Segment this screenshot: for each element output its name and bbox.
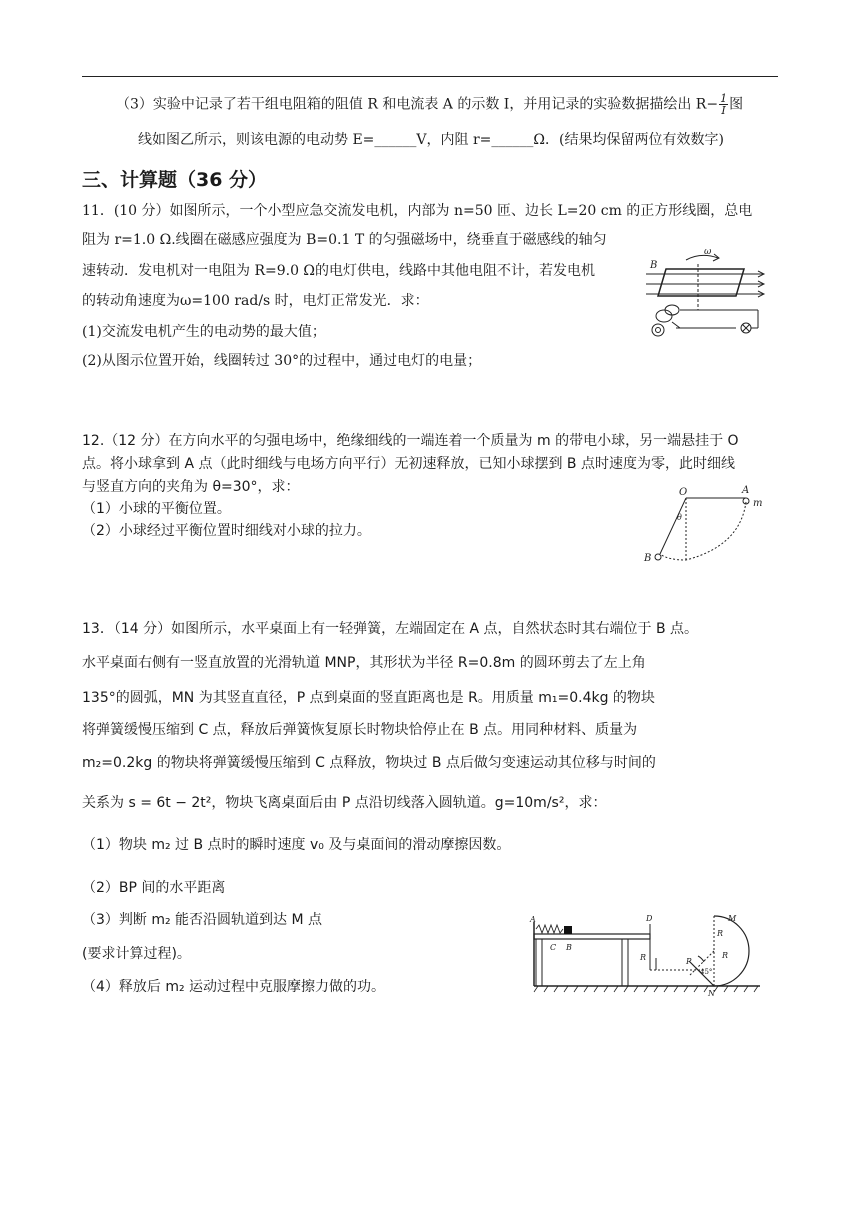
q11-line5: (1)交流发电机产生的电动势的最大值； bbox=[82, 324, 326, 340]
q12-fig-label-b: B bbox=[644, 553, 652, 564]
q11-line6: (2)从图示位置开始，线圈转过 30°的过程中，通过电灯的电量； bbox=[82, 353, 482, 369]
q12-pendulum-figure bbox=[636, 484, 770, 568]
q13-line6: 关系为 s = 6t − 2t²，物块飞离桌面后由 P 点沿切线落入圆轨道。g=10m/s²，求： bbox=[82, 795, 607, 811]
q10-part3-line1: （3）实验中记录了若干组电阻箱的阻值 R 和电流表 A 的示数 I，并用记录的实验数据描绘出 R− $\frac{1}{I}$ 图 bbox=[116, 92, 744, 117]
q12-fig-label-m: m bbox=[753, 498, 763, 509]
section-heading: 三、计算题（36 分） bbox=[82, 169, 268, 191]
q13-fig-label-n: N bbox=[708, 989, 715, 998]
q13-fig-label-angle: 45° bbox=[700, 968, 713, 976]
q13-line4: 将弹簧缓慢压缩到 C 点，释放后弹簧恢复原长时物块恰停止在 B 点。用同种材料、质量为 bbox=[82, 722, 638, 738]
q13-line2: 水平桌面右侧有一竖直放置的光滑轨道 MNP，其形状为半径 R=0.8m 的圆环剪去了左上角 bbox=[82, 655, 646, 671]
q13-line5: m₂=0.2kg 的物块将弹簧缓慢压缩到 C 点释放，物块过 B 点后做匀变速运动其位移与时间的 bbox=[82, 755, 656, 771]
q13-fig-label-m: M bbox=[728, 914, 737, 923]
q13-fig-label-a: A bbox=[530, 915, 536, 924]
q11-generator-figure bbox=[636, 244, 770, 344]
q13-fig-label-p: P bbox=[686, 957, 692, 966]
q13-fig-label-r3: R bbox=[722, 951, 729, 960]
q12-line2: 点。将小球拿到 A 点（此时细线与电场方向平行）无初速释放，已知小球摆到 B 点时速度为零，此时细线 bbox=[82, 456, 735, 472]
q13-track-figure bbox=[528, 912, 764, 998]
q13-line10: (要求计算过程)。 bbox=[82, 946, 191, 962]
q13-line3: 135°的圆弧，MN 为其竖直直径，P 点到桌面的竖直距离也是 R。用质量 m₁=0.4kg 的物块 bbox=[82, 690, 655, 706]
q13-fig-label-r2: R bbox=[717, 929, 724, 938]
q13-fig-label-r1: R bbox=[640, 953, 647, 962]
q12-line5: （2）小球经过平衡位置时细线对小球的拉力。 bbox=[82, 523, 371, 539]
fraction-1-over-I: $\frac{1}{I}$ bbox=[720, 92, 728, 117]
q12-line3: 与竖直方向的夹角为 θ=30°，求： bbox=[82, 479, 300, 495]
q13-line11: （4）释放后 m₂ 运动过程中克服摩擦力做的功。 bbox=[82, 979, 386, 995]
q12-fig-label-o: O bbox=[679, 487, 688, 498]
q13-fig-label-d: D bbox=[646, 914, 653, 923]
q11-line1: 11．(10 分）如图所示，一个小型应急交流发电机，内部为 n=50 匝、边长 L=20 cm 的正方形线圈，总电 bbox=[82, 203, 753, 219]
q13-fig-label-b: B bbox=[566, 943, 572, 952]
q11-fig-label-b: B bbox=[650, 260, 658, 271]
q12-fig-label-theta: θ bbox=[677, 513, 682, 522]
q13-line8: （2）BP 间的水平距离 bbox=[82, 880, 226, 896]
q12-line1: 12.（12 分）在方向水平的匀强电场中，绝缘细线的一端连着一个质量为 m 的带电小球，另一端悬挂于 O bbox=[82, 433, 739, 449]
q10-part3-line2: 线如图乙所示，则该电源的电动势 E=______V，内阻 r=______Ω．(结果均保留两位有效数字) bbox=[138, 132, 724, 148]
q13-line9: （3）判断 m₂ 能否沿圆轨道到达 M 点 bbox=[82, 912, 323, 928]
q12-fig-label-a: A bbox=[742, 485, 750, 496]
q13-line1: 13．（14 分）如图所示，水平桌面上有一轻弹簧，左端固定在 A 点，自然状态时其右端位于 B 点。 bbox=[82, 621, 699, 637]
q11-fig-label-omega: ω bbox=[704, 247, 712, 257]
q13-line7: （1）物块 m₂ 过 B 点时的瞬时速度 v₀ 及与桌面间的滑动摩擦因数。 bbox=[82, 837, 511, 853]
q11-line4: 的转动角速度为ω=100 rad/s 时，电灯正常发光．求： bbox=[82, 293, 429, 309]
top-rule bbox=[82, 76, 778, 77]
q12-line4: （1）小球的平衡位置。 bbox=[82, 501, 231, 517]
q11-line3: 速转动．发电机对一电阻为 R=9.0 Ω的电灯供电，线路中其他电阻不计，若发电机 bbox=[82, 263, 596, 279]
q13-fig-label-c: C bbox=[550, 943, 557, 952]
q11-line2: 阻为 r=1.0 Ω.线圈在磁感应强度为 B=0.1 T 的匀强磁场中，绕垂直于磁感线的轴匀 bbox=[82, 232, 607, 248]
